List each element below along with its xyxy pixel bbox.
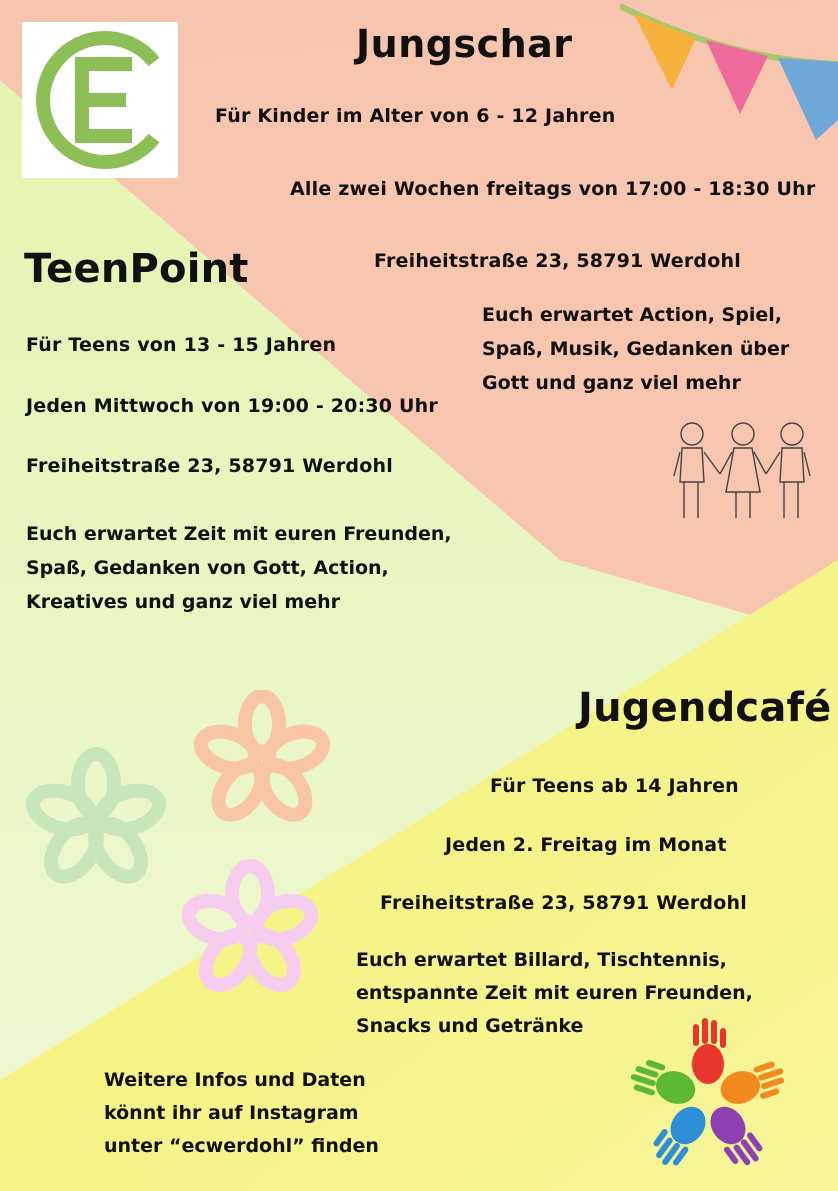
- jugendcafe-address: Freiheitstraße 23, 58791 Werdohl: [380, 892, 747, 914]
- ec-logo-icon: [22, 22, 178, 178]
- teenpoint-schedule: Jeden Mittwoch von 19:00 - 20:30 Uhr: [26, 395, 438, 417]
- jungschar-description-line: Spaß, Musik, Gedanken über: [482, 338, 790, 360]
- jungschar-schedule: Alle zwei Wochen freitags von 17:00 - 18:30 Uhr: [290, 178, 816, 200]
- jungschar-description: [482, 298, 789, 400]
- jugendcafe-description-line: Snacks und Getränke: [356, 1015, 584, 1037]
- teenpoint-age: Für Teens von 13 - 15 Jahren: [26, 334, 337, 356]
- teenpoint-title: TeenPoint: [24, 246, 249, 292]
- colorful-hands-icon: [628, 1018, 788, 1178]
- jugendcafe-description-line: entspannte Zeit mit euren Freunden,: [356, 982, 753, 1004]
- jungschar-address: Freiheitstraße 23, 58791 Werdohl: [374, 250, 741, 272]
- bunting-icon: [620, 0, 838, 145]
- jungschar-title: Jungschar: [356, 22, 573, 66]
- teenpoint-description-line: Euch erwartet Zeit mit euren Freunden,: [26, 523, 452, 545]
- jungschar-description-line: Gott und ganz viel mehr: [482, 372, 741, 394]
- jugendcafe-title: Jugendcafé: [578, 685, 832, 731]
- children-holding-hands-icon: [668, 418, 818, 524]
- footer-info: [104, 1064, 379, 1163]
- teenpoint-description-line: Spaß, Gedanken von Gott, Action,: [26, 557, 389, 579]
- footer-line: Weitere Infos und Daten: [104, 1069, 366, 1091]
- footer-line: könnt ihr auf Instagram: [104, 1102, 359, 1124]
- logo: [22, 22, 178, 178]
- flower-icon: [14, 690, 344, 1020]
- teenpoint-description: [26, 517, 452, 619]
- teenpoint-description-line: Kreatives und ganz viel mehr: [26, 591, 340, 613]
- jungschar-description-line: Euch erwartet Action, Spiel,: [482, 304, 782, 326]
- jungschar-age: Für Kinder im Alter von 6 - 12 Jahren: [215, 105, 616, 127]
- teenpoint-address: Freiheitstraße 23, 58791 Werdohl: [26, 455, 393, 477]
- jugendcafe-description-line: Euch erwartet Billard, Tischtennis,: [356, 949, 727, 971]
- jugendcafe-schedule: Jeden 2. Freitag im Monat: [445, 834, 727, 856]
- jugendcafe-age: Für Teens ab 14 Jahren: [490, 775, 739, 797]
- footer-line: unter “ecwerdohl” finden: [104, 1135, 379, 1157]
